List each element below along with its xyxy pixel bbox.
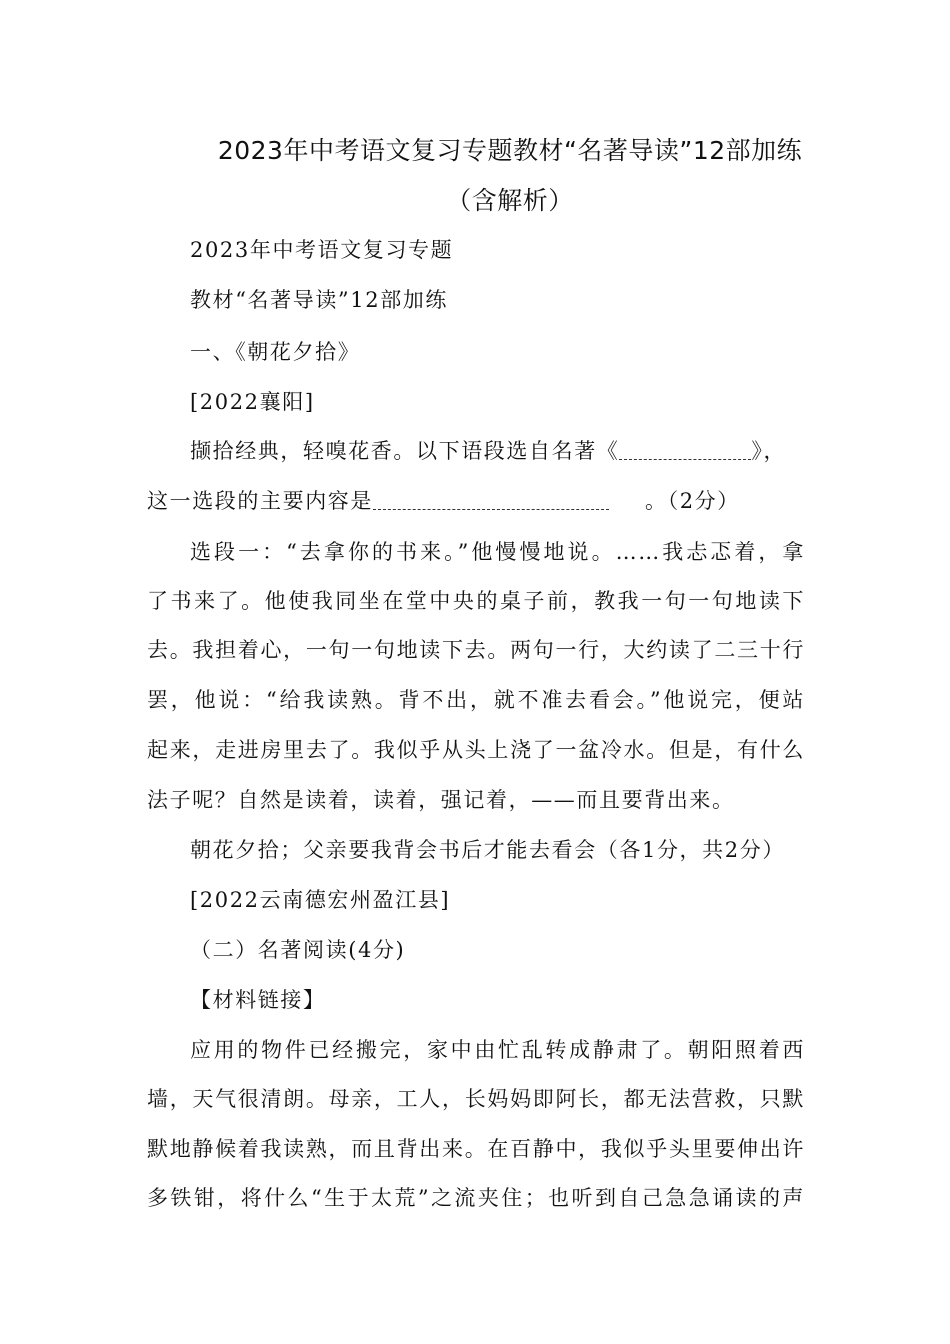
source-tag: [2022云南德宏州盈江县] [190,888,451,912]
passage-line: 墙，天气很清朗。母亲，工人，长妈妈即阿长，都无法营救，只默 [147,1087,805,1111]
answer-blank [619,441,751,460]
document-title: 2023年中考语文复习专题教材“名著导读”12部加练 [217,136,803,165]
section-heading: 一、《朝花夕拾》 [190,340,361,364]
score-note: 。（2分） [645,489,740,513]
heading-topic: 2023年中考语文复习专题 [190,238,454,262]
material-label: 【材料链接】 [190,988,326,1012]
subsection-heading: （二）名著阅读(4分) [190,938,406,962]
passage-line: 罢，他说：“给我读熟。背不出，就不准去看会。”他说完，便站 [147,688,805,712]
question-line-1 [190,441,786,462]
question-text: 撷拾经典，轻嗅花香。以下语段选自名著《 [190,439,620,463]
question-text: 这一选段的主要内容是 [147,489,373,513]
heading-material: 教材“名著导读”12部加练 [190,288,448,312]
source-tag: [2022襄阳] [190,390,315,414]
passage-line: 选段一：“去拿你的书来。”他慢慢地说。……我忐忑着，拿 [190,540,805,564]
passage-line: 默地静候着我读熟，而且背出来。在百静中，我似乎头里要伸出许 [147,1137,805,1161]
answer-text: 朝花夕拾；父亲要我背会书后才能去看会（各1分，共2分） [190,838,785,862]
answer-blank [373,491,609,510]
passage-line: 起来，走进房里去了。我似乎从头上浇了一盆冷水。但是，有什么 [147,738,805,762]
question-line-2 [147,491,740,512]
document-subtitle: （含解析） [446,186,574,215]
question-text: 》， [751,439,787,463]
passage-line: 应用的物件已经搬完，家中由忙乱转成静肃了。朝阳照着西 [190,1038,805,1062]
passage-line: 多铁钳，将什么“生于太荒”之流夹住；也听到自己急急诵读的声 [147,1186,805,1210]
passage-line: 法子呢？自然是读着，读着，强记着，——而且要背出来。 [147,788,735,812]
passage-line: 了书来了。他使我同坐在堂中央的桌子前，教我一句一句地读下 [147,589,805,613]
passage-line: 去。我担着心，一句一句地读下去。两句一行，大约读了二三十行 [147,638,805,662]
